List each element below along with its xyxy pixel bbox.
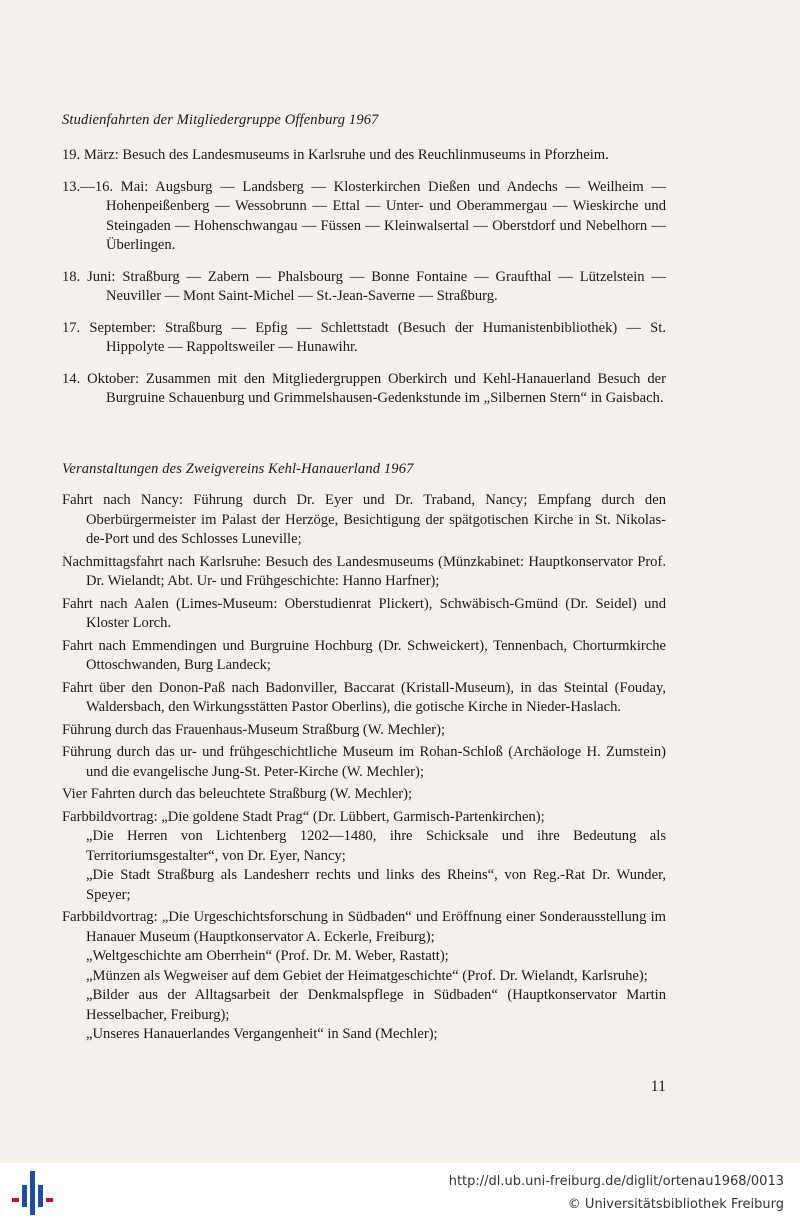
lecture-strassburg: „Die Stadt Straßburg als Landesherr rechts und links des Rheins“, von Reg.-Rat Dr. Wunder, Speyer;	[86, 867, 666, 903]
lecture-group-urgeschichte	[62, 908, 666, 1045]
paragraph-mai: 13.—16. Mai: Augsburg — Landsberg — Klosterkirchen Dießen und Andechs — Weilheim — Hohenpeißenberg — Wessobrunn — Ettal — Unter- und Oberammergau — Wieskirche und Steingaden — Hohenschwangau — Füssen — Kleinwalsertal — Oberstdorf und Nebelhorn — Überlingen.	[62, 178, 666, 253]
paragraph-juni: 18. Juni: Straßburg — Zabern — Phalsbourg — Bonne Fontaine — Graufthal — Lützelstein — Neuviller — Mont Saint-Michel — St.-Jean-Saverne — Straßburg.	[62, 268, 666, 304]
section-studienfahrten	[62, 146, 666, 409]
lecture-lichtenberg: „Die Herren von Lichtenberg 1202—1480, ihre Schicksale und ihre Bedeutung als Territoriumsgestalter“, von Dr. Eyer, Nancy;	[86, 828, 666, 864]
section-veranstaltungen	[62, 491, 666, 1045]
entry-beleuchtet: Vier Fahrten durch das beleuchtete Straßburg (W. Mechler);	[62, 786, 413, 802]
entry-nancy: Fahrt nach Nancy: Führung durch Dr. Eyer und Dr. Traband, Nancy; Empfang durch den Oberbürgermeister im Palast der Herzöge, Besichtigung der spätgotischen Kirche in St. Nikolas-de-Port und des Schlosses Luneville;	[62, 492, 666, 547]
lecture-prag: Farbbildvortrag: „Die goldene Stadt Prag“ (Dr. Lübbert, Garmisch-Partenkirchen);	[62, 808, 545, 825]
entry-emmendingen: Fahrt nach Emmendingen und Burgruine Hochburg (Dr. Schweickert), Tennenbach, Chorturmkirche Ottoschwanden, Burg Landeck;	[62, 637, 666, 673]
viewer-footer	[0, 1163, 800, 1220]
lecture-muenzen: „Münzen als Wegweiser auf dem Gebiet der Heimatgeschichte“ (Prof. Dr. Wielandt, Karlsruhe);	[86, 967, 648, 984]
section-heading-studienfahrten: Studienfahrten der Mitgliedergruppe Offenburg 1967	[62, 112, 379, 128]
page-number: 11	[650, 1078, 666, 1095]
lecture-group-prag	[62, 808, 666, 906]
entry-rohan: Führung durch das ur- und frühgeschichtliche Museum im Rohan-Schloß (Archäologe H. Zumstein) und die evangelische Jung-St. Peter-Kirche (W. Mechler);	[62, 744, 666, 780]
lecture-hanauerland: „Unseres Hanauerlandes Vergangenheit“ in Sand (Mechler);	[86, 1026, 438, 1042]
entry-donon: Fahrt über den Donon-Paß nach Badonviller, Baccarat (Kristall-Museum), in das Steintal (Fouday, Waldersbach, den Wirkungsstätten Pastor Oberlins), die gotische Kirche in Nieder-Haslach.	[62, 679, 666, 715]
footer-url-link[interactable]: http://dl.ub.uni-freiburg.de/diglit/ortenau1968/0013	[448, 1174, 784, 1189]
footer-copyright: © Universitätsbibliothek Freiburg	[567, 1197, 784, 1212]
paragraph-maerz: 19. März: Besuch des Landesmuseums in Karlsruhe und des Reuchlinmuseums in Pforzheim.	[62, 147, 609, 163]
lecture-weltgeschichte: „Weltgeschichte am Oberrhein“ (Prof. Dr. M. Weber, Rastatt);	[86, 948, 449, 964]
lecture-urgeschichte: Farbbildvortrag: „Die Urgeschichtsforschung in Südbaden“ und Eröffnung einer Sonderausstellung im Hanauer Museum (Hauptkonservator A. Eckerle, Freiburg);	[62, 909, 666, 945]
section-heading-veranstaltungen: Veranstaltungen des Zweigvereins Kehl-Hanauerland 1967	[62, 461, 414, 477]
entry-aalen: Fahrt nach Aalen (Limes-Museum: Oberstudienrat Plickert), Schwäbisch-Gmünd (Dr. Seidel) und Kloster Lorch.	[62, 595, 666, 631]
ub-freiburg-logo-icon	[12, 1171, 52, 1215]
entry-frauenhaus: Führung durch das Frauenhaus-Museum Straßburg (W. Mechler);	[62, 721, 446, 738]
entry-karlsruhe: Nachmittagsfahrt nach Karlsruhe: Besuch des Landesmuseums (Münzkabinet: Hauptkonservator Prof. Dr. Wielandt; Abt. Ur- und Frühgeschichte: Hanno Harfner);	[62, 553, 666, 589]
paragraph-september: 17. September: Straßburg — Epfig — Schlettstadt (Besuch der Humanistenbibliothek) — St. Hippolyte — Rappoltsweiler — Hunawihr.	[62, 319, 666, 355]
paragraph-oktober: 14. Oktober: Zusammen mit den Mitgliedergruppen Oberkirch und Kehl-Hanauerland Besuch der Burgruine Schauenburg und Grimmelshausen-Gedenkstunde im „Silbernen Stern“ in Gaisbach.	[62, 370, 666, 406]
lecture-denkmalspflege: „Bilder aus der Alltagsarbeit der Denkmalspflege in Südbaden“ (Hauptkonservator Martin Hesselbacher, Freiburg);	[86, 987, 666, 1023]
